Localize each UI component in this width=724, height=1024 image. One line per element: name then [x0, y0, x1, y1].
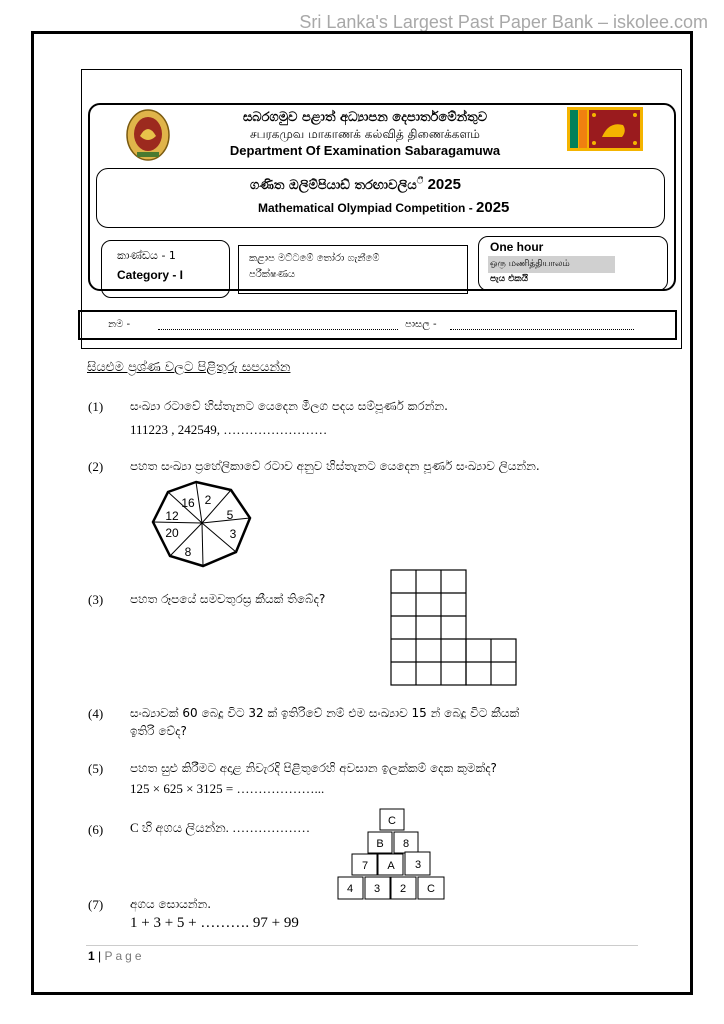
flag-icon	[567, 107, 643, 151]
pyramid-cell: 8	[402, 838, 410, 850]
title-sinhala-year: 2025	[427, 176, 461, 193]
paper-type-line1: කළාප මට්ටමේ තෝරා ගැනීමේ	[249, 253, 380, 264]
category-box	[101, 240, 230, 298]
heptagon-cell: 16	[181, 496, 195, 510]
pyramid-cell: 7	[361, 860, 369, 872]
competition-title-english	[258, 199, 509, 216]
name-label: නම -	[108, 319, 131, 330]
footer-separator: |	[94, 949, 105, 963]
question-7-series: 1 + 3 + 5 + ………. 97 + 99	[130, 915, 299, 931]
heptagon-cell: 8	[184, 545, 192, 559]
question-7-number: (7)	[88, 897, 104, 912]
department-sinhala: සබරගමුව පළාත් අධ්‍යාපන දෙපාර්තමේන්තුව	[242, 110, 488, 125]
category-english: Category - I	[117, 268, 184, 282]
question-3-text: පහත රූපයේ සමචතුරස්‍ර කීයක් තිබේද?	[130, 592, 326, 606]
question-6-number: (6)	[88, 822, 104, 837]
pyramid-cell: 2	[399, 883, 407, 895]
question-1-text: සංඛ්‍යා රටාවේ හිස්තැනට යෙදෙන මීලග පදය සම්පූර්ණ කරන්න.	[130, 399, 448, 413]
heptagon-cell: 5	[226, 508, 234, 522]
pyramid-cell: 3	[414, 859, 422, 871]
heptagon-cell: 12	[165, 509, 179, 523]
department-english: Department Of Examination Sabaragamuwa	[229, 143, 501, 158]
school-field[interactable]	[450, 316, 634, 330]
pyramid-cell: B	[376, 838, 384, 850]
heptagon-cell: 20	[165, 526, 179, 540]
pyramid-cell: A	[387, 860, 395, 872]
page-footer	[88, 949, 145, 963]
paper-type-line2: පරීක්ෂණය	[249, 269, 296, 280]
question-2-text: පහත සංඛ්‍යා ප්‍රහේලිකාවේ රටාව අනුව හිස්තැනට යෙදෙන පූර්ණ සංඛ්‍යාව ලියන්න.	[130, 459, 540, 473]
heptagon-cell: 2	[204, 493, 212, 507]
squares-grid-figure	[388, 568, 520, 688]
footer-divider	[86, 945, 638, 946]
question-4-text: සංඛ්‍යාවක් 60 බෙදූ විට 32 ක් ඉතිරිවේ නම් එම සංඛ්‍යාව 15 න් බෙදූ විට කීයක්	[130, 706, 520, 720]
watermark-text: Sri Lanka's Largest Past Paper Bank – iskolee.com	[299, 12, 708, 32]
question-4-number: (4)	[88, 706, 104, 721]
question-3-number: (3)	[88, 592, 104, 607]
competition-title-sinhala: ගණිත ඔලිම්පියාඩ් තරඟාවලියී 2025	[250, 176, 461, 193]
paper-type-box	[238, 245, 468, 294]
question-5-number: (5)	[88, 761, 104, 776]
question-7-text: අගය සොයන්න.	[130, 897, 212, 911]
category-sinhala: කාණ්ඩය - 1	[117, 249, 176, 262]
question-1-sequence: 111223 , 242549, ……………………	[130, 422, 328, 437]
name-school-bar	[78, 310, 677, 340]
time-english: One hour	[490, 240, 544, 254]
title-english-text: Mathematical Olympiad Competition -	[258, 201, 477, 215]
time-box	[478, 236, 668, 291]
name-field[interactable]	[158, 316, 398, 330]
department-tamil: சபரகமுவ மாகாணக் கல்வித் திணைக்களம்	[250, 127, 480, 141]
time-sinhala: පැය එකයි	[490, 274, 529, 284]
instruction-heading: සියළුම ප්‍රශ්ණ වලට පිළිතුරු සපයන්න	[87, 360, 291, 375]
page-word: Page	[104, 949, 145, 963]
question-6-text: C හි අගය ලියන්න. ………………	[130, 820, 311, 835]
question-2-number: (2)	[88, 459, 104, 474]
school-label: පාසල -	[405, 319, 437, 330]
pyramid-cell: 4	[346, 883, 354, 895]
question-5-expression: 125 × 625 × 3125 = ………………...	[130, 781, 325, 796]
question-4-text-cont: ඉතිරි වේද?	[130, 724, 187, 738]
time-tamil: ஒரு மணித்தியாலம்	[488, 256, 615, 273]
title-sinhala-text: ගණිත ඔලිම්පියාඩ් තරඟාවලිය	[250, 178, 417, 193]
question-5-text: පහත සුළු කිරීමට අදාළ නිවැරදි පිළිතුරෙහි අවසාන ඉලක්කම් දෙක කුමක්ද?	[130, 761, 497, 775]
heptagon-puzzle	[148, 480, 258, 570]
page-number: 1	[88, 949, 95, 963]
number-pyramid	[335, 806, 447, 902]
pyramid-cell: C	[427, 883, 435, 895]
heptagon-cell: 3	[229, 527, 237, 541]
pyramid-cell: 3	[373, 883, 381, 895]
emblem-icon	[125, 108, 171, 162]
pyramid-cell: C	[388, 815, 396, 827]
title-english-year: 2025	[476, 199, 510, 216]
question-1-number: (1)	[88, 399, 104, 414]
